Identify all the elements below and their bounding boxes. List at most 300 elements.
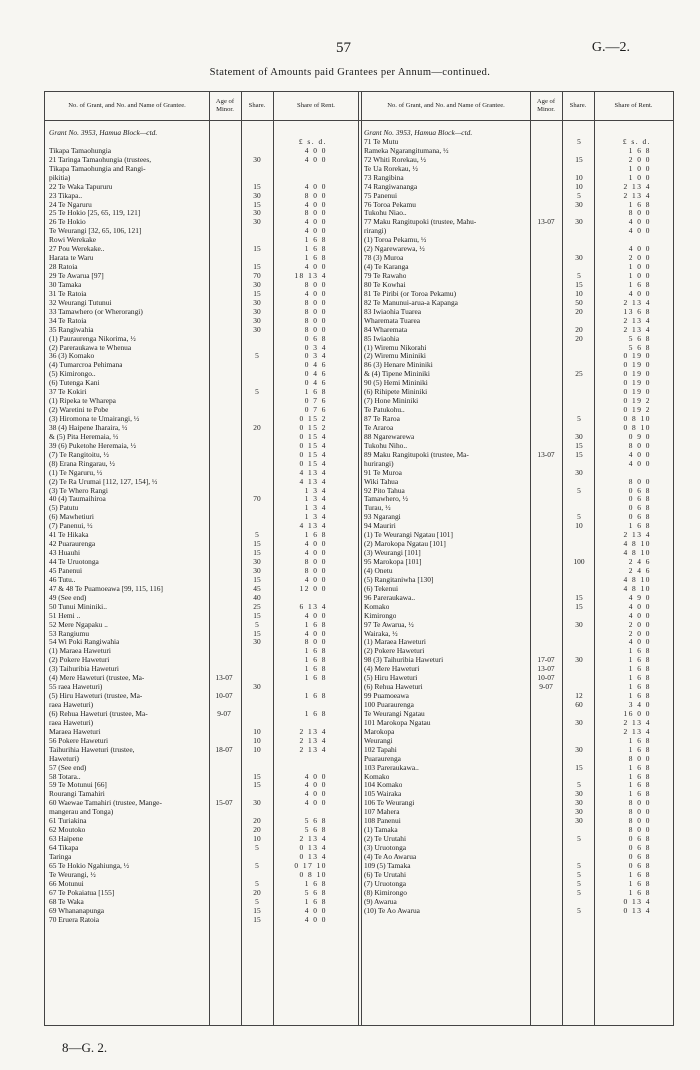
table-row [45, 396, 360, 405]
entry-name: 77 Maku Rangitupoki (trustee, Mahu- [364, 217, 477, 227]
entry-rent: 4 0 0 [304, 226, 327, 236]
table-row [45, 253, 360, 262]
table-row [360, 146, 673, 155]
entry-share: 30 [253, 324, 261, 334]
entry-share: 30 [575, 744, 583, 754]
entry-rent: 4 0 0 [304, 628, 327, 638]
entry-share: 20 [253, 422, 261, 432]
entry-share: 30 [253, 190, 261, 200]
entry-name: 46 Tutu.. [49, 574, 76, 584]
entry-rent: 8 0 0 [304, 306, 327, 316]
entry-rent: 1 6 8 [628, 780, 651, 790]
entry-name: (1) Te Weurangi Ngatau [101] [364, 530, 453, 540]
table-row [45, 191, 360, 200]
entry-name: (5) Patutu [49, 503, 79, 513]
entry-share: 20 [253, 887, 261, 897]
entry-share: 20 [253, 825, 261, 835]
entry-name: (1) Toroa Pekamu, ½ [364, 235, 427, 245]
entry-name: 81 Te Piribi (or Toroa Pekamu) [364, 288, 457, 298]
table-row [45, 798, 360, 807]
table-row [45, 763, 360, 772]
table-row [360, 298, 673, 307]
table-row [360, 709, 673, 718]
entry-share: 30 [575, 798, 583, 808]
table-row [360, 369, 673, 378]
entry-rent: 0 19 2 [623, 405, 651, 415]
table-row [360, 191, 673, 200]
entry-name: Rowi Werekake [49, 235, 97, 245]
entry-name: (4) Mere Haweturi [364, 664, 420, 674]
table-row [45, 673, 360, 682]
table-row [45, 915, 360, 924]
entry-name: (2) Wiremu Mininiki [364, 351, 426, 361]
table-row [360, 620, 673, 629]
entry-rent: 8 0 0 [304, 565, 327, 575]
entry-share: 5 [577, 905, 581, 915]
entry-share: 5 [577, 485, 581, 495]
table-row [45, 772, 360, 781]
entry-name: Turau, ½ [364, 503, 391, 513]
entry-name: 85 Iwiaohia [364, 333, 400, 343]
entry-name: (1) Te Ngaruru, ½ [49, 467, 103, 477]
table-row [45, 629, 360, 638]
grantee-table [44, 91, 674, 1026]
entry-name: raea Haweturi) [49, 700, 94, 709]
table-row [45, 566, 360, 575]
entry-name: (2) Pokere Haweturi [364, 646, 425, 656]
entry-name: Weurangi [364, 735, 393, 745]
entry-name: 106 Te Weurangi [364, 798, 415, 808]
table-row [360, 441, 673, 450]
entry-name: Kimirongo [364, 610, 397, 620]
entry-name: Tikapa Tamaohungia [49, 145, 112, 155]
table-row [45, 691, 360, 700]
entry-rent: 1 6 8 [628, 521, 651, 531]
entry-rent: 0 8 10 [623, 414, 651, 423]
table-row [45, 700, 360, 709]
entry-rent: 0 19 0 [623, 378, 651, 388]
table-row [360, 459, 673, 468]
entry-rent: 1 3 4 [304, 512, 327, 522]
table-row [45, 503, 360, 512]
entry-share: 5 [577, 887, 581, 897]
table-row [45, 298, 360, 307]
entry-name: 62 Moutoko [49, 825, 86, 835]
entry-rent: 0 3 4 [304, 351, 327, 361]
entry-rent: 4 0 0 [628, 288, 651, 298]
entry-rent: 2 13 4 [623, 315, 651, 325]
entry-rent: 4 0 0 [304, 574, 327, 584]
entry-rent: 8 0 0 [628, 798, 651, 808]
table-row [45, 387, 360, 396]
entry-rent: 2 13 4 [623, 717, 651, 727]
entry-rent: 2 0 0 [628, 619, 651, 629]
table-row [360, 200, 673, 209]
entry-share: 15 [575, 154, 583, 164]
table-row [360, 870, 673, 879]
entry-share: 30 [575, 816, 583, 826]
table-row [45, 530, 360, 539]
entry-share: 30 [253, 154, 261, 164]
table-row [360, 879, 673, 888]
entry-rent: 1 3 4 [304, 494, 327, 504]
entry-rent: 2 13 4 [623, 297, 651, 307]
entry-name: 29 Te Awarua [97] [49, 271, 104, 280]
entry-name: (1) Wiremu Nikorahi [364, 342, 427, 352]
table-row [360, 745, 673, 754]
entry-rent: 0 6 8 [628, 512, 651, 522]
entry-rent: 4 0 0 [304, 771, 327, 781]
entry-rent: 4 0 0 [304, 798, 327, 808]
entry-share: 30 [253, 682, 261, 692]
entry-rent: 1 6 8 [628, 691, 651, 701]
table-row [360, 691, 673, 700]
entry-share: 30 [253, 279, 261, 289]
table-row [45, 888, 360, 897]
table-row [360, 789, 673, 798]
table-row [360, 173, 673, 182]
entry-name: pikitia) [49, 172, 71, 182]
entry-rent: 8 0 0 [304, 637, 327, 647]
entry-rent: 1 6 8 [628, 735, 651, 745]
entry-share: 10 [575, 172, 583, 182]
table-row [360, 423, 673, 432]
entry-share: 30 [575, 717, 583, 727]
entry-rent: 1 0 0 [628, 163, 651, 173]
entry-rent: 0 8 10 [299, 869, 327, 879]
table-row [45, 584, 360, 593]
entry-share: 15 [253, 199, 261, 209]
entry-name: 38 (4) Haipene Iharaira, ½ [49, 422, 128, 432]
entry-rent: 0 6 8 [628, 860, 651, 870]
entry-name: Harata te Waru [49, 253, 94, 263]
table-row [45, 432, 360, 441]
table-row [45, 468, 360, 477]
table-row [360, 396, 673, 405]
entry-share: 5 [577, 860, 581, 870]
entry-name: 36 (3) Komako [49, 351, 95, 361]
entry-rent: 4 0 0 [628, 244, 651, 254]
entry-rent: 0 15 2 [299, 414, 327, 423]
left-column-entries [45, 128, 360, 923]
entry-share: 15 [253, 574, 261, 584]
entry-share: 10 [253, 735, 261, 745]
table-row [45, 334, 360, 343]
entry-share: 5 [577, 414, 581, 423]
entry-share: 20 [575, 306, 583, 316]
entry-name: 94 Mauriri [364, 521, 396, 531]
entry-share: 25 [575, 369, 583, 379]
entry-name: Puaraurenga [364, 753, 401, 763]
table-row [360, 521, 673, 530]
table-row [360, 539, 673, 548]
entry-rent: 4 0 0 [304, 548, 327, 558]
entry-rent: 5 6 8 [304, 887, 327, 897]
entry-rent: 18 13 4 [294, 271, 327, 280]
entry-share: 30 [253, 565, 261, 575]
entry-name: 82 Te Manunui-arua-a Kapanga [364, 297, 458, 307]
entry-rent: 4 0 0 [628, 226, 651, 236]
table-row [45, 852, 360, 861]
entry-name: (5) Kimirongo.. [49, 369, 96, 379]
table-row [360, 486, 673, 495]
entry-rent: 1 6 8 [304, 655, 327, 665]
entry-age: 15-07 [215, 798, 233, 808]
table-row [360, 736, 673, 745]
entry-rent: 1 6 8 [304, 387, 327, 397]
table-row [360, 164, 673, 173]
entry-share: 10 [253, 744, 261, 754]
entry-rent: 1 6 8 [628, 682, 651, 692]
entry-name: (9) Awarua [364, 896, 397, 906]
entry-rent: 2 4 6 [628, 557, 651, 566]
entry-rent: 1 6 8 [628, 673, 651, 683]
entry-age: 9-07 [217, 708, 231, 718]
entry-share: 15 [253, 771, 261, 781]
entry-rent: 8 0 0 [628, 753, 651, 763]
entry-rent: 2 0 0 [628, 253, 651, 263]
table-row [360, 548, 673, 557]
table-row [360, 816, 673, 825]
entry-name: 44 Te Uruotonga [49, 557, 99, 566]
entry-rent: 8 0 0 [628, 825, 651, 835]
entry-rent: 0 6 8 [628, 851, 651, 861]
table-row [45, 208, 360, 217]
entry-share: 5 [577, 136, 581, 146]
entry-name: 34 Te Ratoia [49, 315, 87, 325]
entry-rent: 4 0 0 [304, 145, 327, 155]
entry-name: 76 Toroa Pekamu [364, 199, 416, 209]
table-row [45, 486, 360, 495]
table-row [45, 593, 360, 602]
entry-name: Te Weurangi, ½ [49, 869, 96, 879]
entry-rent: 8 0 0 [628, 208, 651, 218]
table-row [360, 262, 673, 271]
entry-name: 99 Puamoeawa [364, 691, 409, 701]
entry-rent: 4 0 0 [628, 449, 651, 459]
entry-rent: 0 15 4 [299, 458, 327, 468]
entry-rent: 2 13 4 [299, 735, 327, 745]
table-row [360, 718, 673, 727]
entry-rent: 0 4 6 [304, 378, 327, 388]
table-row [360, 503, 673, 512]
entry-name: (10) Te Ao Awarua [364, 905, 420, 915]
table-row [360, 316, 673, 325]
page-signature: 8—G. 2. [62, 1040, 108, 1055]
entry-name: 87 Te Raroa [364, 414, 400, 423]
entry-rent: 1 6 8 [304, 530, 327, 540]
entry-rent: 1 6 8 [628, 199, 651, 209]
entry-rent: 0 19 2 [623, 396, 651, 406]
entry-name: 67 Te Pokaiatua [155] [49, 887, 115, 897]
entry-name: Rameka Ngarangitumana, ½ [364, 145, 449, 155]
entry-rent: 0 15 2 [299, 422, 327, 432]
entry-rent: 4 0 0 [304, 780, 327, 790]
entry-name: 93 Ngarangi [364, 512, 401, 522]
entry-name: 103 Pareraukawa.. [364, 762, 419, 772]
entry-rent: 2 0 0 [628, 154, 651, 164]
entry-share: 30 [575, 431, 583, 441]
entry-share: 30 [253, 637, 261, 647]
table-row [45, 235, 360, 244]
page-number: 57 [336, 40, 351, 56]
table-row [45, 173, 360, 182]
entry-share: 5 [577, 190, 581, 200]
entry-rent: 4 0 0 [304, 288, 327, 298]
entry-rent: 0 6 8 [628, 834, 651, 844]
table-row [45, 155, 360, 164]
entry-share: 30 [575, 217, 583, 227]
entry-share: 10 [253, 726, 261, 736]
entry-name: 31 Te Ratoia [49, 288, 87, 298]
entry-name: (5) Rangitaniwha [130] [364, 574, 434, 584]
entry-share: 15 [253, 181, 261, 191]
entry-rent: 5 6 8 [628, 333, 651, 343]
entry-rent: 1 6 8 [628, 869, 651, 879]
table-row [45, 754, 360, 763]
entry-name: (5) Hiru Haweturi [364, 673, 418, 683]
entry-name: 109 (5) Tamaka [364, 860, 411, 870]
entry-rent: 8 0 0 [304, 557, 327, 566]
table-row [45, 351, 360, 360]
entry-name: 30 Tamaka [49, 279, 82, 289]
entry-rent: 1 3 4 [304, 485, 327, 495]
table-row [45, 441, 360, 450]
table-row [360, 235, 673, 244]
entry-name: (6) Tekenui [364, 583, 399, 593]
entry-name: (4) Te Ao Awarua [364, 851, 417, 861]
entry-share: 10 [575, 288, 583, 298]
entry-rent: 2 13 4 [299, 744, 327, 754]
table-row [360, 208, 673, 217]
entry-share: 30 [253, 557, 261, 566]
entry-name: 47 & 48 Te Puamoeawa [99, 115, 116] [49, 583, 163, 593]
table-row [45, 611, 360, 620]
table-row [45, 494, 360, 503]
entry-name: (8) Erana Ringarau, ½ [49, 458, 115, 468]
entry-share: 25 [253, 601, 261, 611]
entry-rent: 4 0 0 [304, 905, 327, 915]
table-row [45, 459, 360, 468]
entry-share: 15 [575, 601, 583, 611]
table-row [360, 834, 673, 843]
entry-rent: 0 19 0 [623, 351, 651, 361]
entry-rent: 0 8 10 [623, 422, 651, 432]
entry-share: 5 [577, 512, 581, 522]
entry-rent: 0 6 8 [628, 843, 651, 852]
entry-name: mangerau and Tonga) [49, 807, 114, 817]
entry-name: Marokopa [364, 726, 395, 736]
entry-name: 33 Tamawhero (or Wherorangi) [49, 306, 143, 316]
entry-age: 13-07 [537, 449, 555, 459]
entry-name: Haweturi) [49, 753, 79, 763]
table-row [360, 727, 673, 736]
entry-age: 13-07 [537, 217, 555, 227]
table-row [360, 655, 673, 664]
entry-rent: 4 0 0 [304, 199, 327, 209]
entry-name: (2) Pokere Haweturi [49, 655, 110, 665]
entry-name: 63 Haipene [49, 834, 83, 844]
entry-rent: 0 13 4 [623, 896, 651, 906]
table-row [45, 262, 360, 271]
table-row [360, 494, 673, 503]
table-row [45, 512, 360, 521]
table-row [360, 637, 673, 646]
entry-name: Rourangi Tamahiri [49, 789, 105, 799]
table-row [360, 432, 673, 441]
table-row [360, 530, 673, 539]
table-row [45, 414, 360, 423]
entry-share: 5 [255, 896, 259, 906]
entry-age: 17-07 [537, 655, 555, 665]
entry-rent: 1 6 8 [304, 896, 327, 906]
entry-rent: 12 0 0 [299, 583, 327, 593]
entry-rent: 0 13 4 [299, 843, 327, 852]
col-header-rent: Share of Rent. [297, 102, 335, 109]
table-row [45, 164, 360, 173]
entry-name: (1) Ripeka te Wharepa [49, 396, 116, 406]
entry-share: 10 [253, 834, 261, 844]
table-row [45, 405, 360, 414]
entry-rent: 4 0 0 [304, 217, 327, 227]
entry-name: 43 Huauhi [49, 548, 80, 558]
entry-share: 30 [575, 619, 583, 629]
entry-rent: 1 0 0 [628, 262, 651, 272]
entry-rent: 8 0 0 [304, 324, 327, 334]
entry-share: 15 [575, 762, 583, 772]
entry-rent: 2 13 4 [299, 834, 327, 844]
table-row [360, 852, 673, 861]
entry-name: (1) Maraea Haweturi [364, 637, 426, 647]
entry-name: 108 Panenui [364, 816, 401, 826]
table-row [45, 861, 360, 870]
entry-name: (2) Waretini te Pobe [49, 405, 109, 415]
table-row [360, 307, 673, 316]
entry-name: hurirangi) [364, 458, 394, 468]
entry-name: 79 Te Rawaho [364, 271, 407, 280]
entry-share: 15 [253, 262, 261, 272]
table-row [45, 378, 360, 387]
entry-rent: 0 3 4 [304, 342, 327, 352]
entry-name: 23 Tikapa.. [49, 190, 83, 200]
entry-rent: 2 0 0 [628, 628, 651, 638]
entry-rent: 8 0 0 [304, 279, 327, 289]
entry-rent: 1 6 8 [628, 646, 651, 656]
entry-name: (2) Marokopa Ngatau [101] [364, 539, 446, 549]
table-row [360, 253, 673, 262]
table-row [45, 477, 360, 486]
entry-name: 89 Maku Rangitupoki (trustee, Ma- [364, 449, 469, 459]
table-row [45, 646, 360, 655]
entry-rent: 4 8 10 [623, 539, 651, 549]
entry-name: 97 Te Awarua, ½ [364, 619, 414, 629]
entry-share: 15 [253, 548, 261, 558]
entry-share: 30 [253, 208, 261, 218]
entry-share: 5 [577, 878, 581, 888]
table-row [360, 888, 673, 897]
entry-share: 30 [575, 807, 583, 817]
entry-name: Wiki Tahua [364, 476, 399, 486]
table-row [360, 477, 673, 486]
entry-name: (2) Pareraukawa te Whenua [49, 342, 132, 352]
entry-name: 21 Taringa Tamaohungia (trustees, [49, 154, 152, 164]
entry-share: 15 [253, 610, 261, 620]
table-row [45, 217, 360, 226]
entry-name: 51 Hemi .. [49, 610, 81, 620]
table-row [360, 798, 673, 807]
entry-name: rirangi) [364, 226, 387, 236]
col-header-grant: No. of Grant, and No. and Name of Grantee. [68, 102, 186, 109]
